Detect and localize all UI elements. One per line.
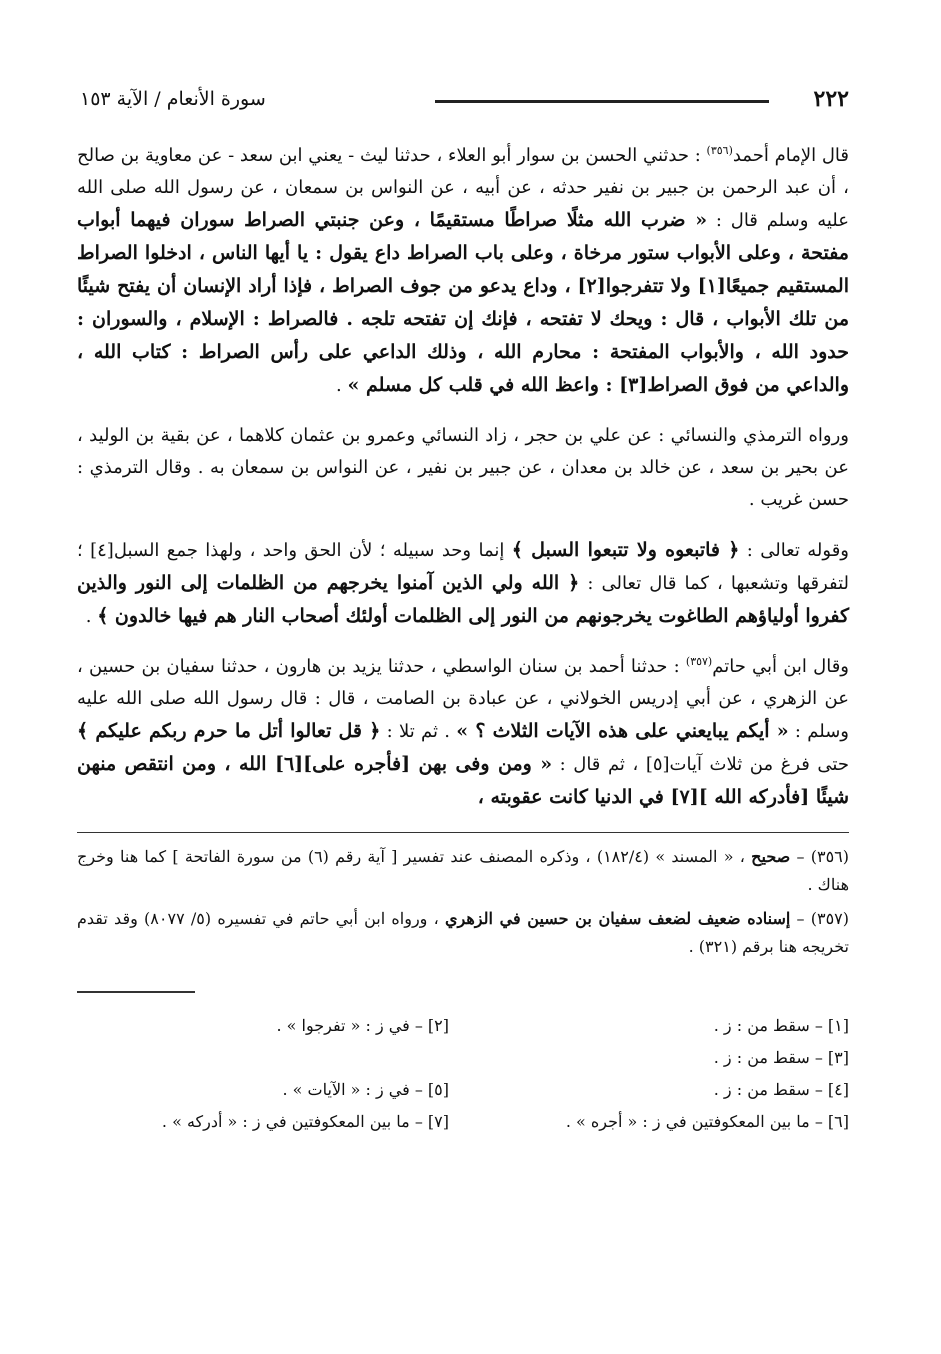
variant-note: [٤] – سقط من : ز . bbox=[713, 1080, 849, 1099]
quran-verse: ﴿ فاتبعوه ولا تتبعوا السبل ﴾ bbox=[511, 539, 740, 561]
paragraph-text: إنما وحد سبيله ؛ لأن الحق واحد ، ولهذا جمع السبل[٤] ؛ لتفرقها وتشعبها ، كما قال تعالى : bbox=[77, 540, 850, 594]
footnote-number: (٣٥٦) – bbox=[790, 847, 850, 866]
hadith-text: « ضرب الله مثلًا صراطًا مستقيمًا ، وعن جنبتي الصراط سوران فيهما أبواب مفتحة ، وعلى الأبواب ستور مرخاة ، وعلى باب الصراط داع يقول : يا أيها الناس ، ادخلوا الصراط المستقيم جميعًا[١] ولا تتفرجوا[٢] ، وداع يدعو من جوف الصراط ، فإذا أراد الإنسان أن يفتح شيئًا من تلك الأبواب ، قال : ويحك لا تفتحه ، فإنك إن تفتحه تلجه . فالصراط : الإسلام ، والسوران : حدود الله ، والأبواب المفتحة : محارم الله ، وذلك الداعي على رأس الصراط : كتاب الله ، والداعي من فوق الصراط[٣] : واعظ الله في قلب كل مسلم » bbox=[77, 209, 849, 396]
running-header bbox=[80, 86, 849, 118]
paragraph-text: . ثم تلا : bbox=[380, 721, 457, 742]
variant-note bbox=[89, 1043, 449, 1073]
footnote-marker: (٣٥٦) bbox=[706, 144, 733, 157]
footnote-357 bbox=[77, 905, 849, 961]
paragraph-text: ورواه الترمذي والنسائي : عن علي بن حجر ، زاد النسائي وعمرو بن عثمان كلاهما ، عن بقية بن الوليد ، عن بحير بن سعد ، عن خالد بن معدان ، عن جبير بن نفير ، عن النواس بن سمعان به . وقال الترمذي : حسن غريب . bbox=[77, 425, 849, 510]
footnote-grade: صحيح bbox=[751, 847, 791, 866]
paragraph-text: حتى فرغ من ثلاث آيات[٥] ، ثم قال : bbox=[552, 754, 849, 775]
variant-note: [٦] – ما بين المعكوفتين في ز : « أجره » . bbox=[565, 1112, 849, 1131]
running-title: سورة الأنعام / الآية ١٥٣ bbox=[80, 88, 266, 110]
quran-verse: ﴿ الله ولي الذين آمنوا يخرجهم من الظلمات إلى النور والذين كفروا أولياؤهم الطاغوت يخرجونهم من النور إلى الظلمات أولئك أصحاب النار هم فيها خالدون ﴾ bbox=[77, 572, 849, 627]
paragraph-text: : حدثنا أحمد بن سنان الواسطي ، حدثنا يزيد بن هارون ، حدثنا سفيان بن حسين ، عن الزهري ، عن أبي إدريس الخولاني ، عن عبادة بن الصامت ، قال : قال رسول الله صلى الله عليه وسلم : bbox=[77, 656, 849, 742]
variant-note: [٧] – ما بين المعكوفتين في ز : « أدركه » . bbox=[161, 1112, 449, 1131]
manuscript-variants bbox=[89, 1011, 849, 1137]
footnote-text: ، ورواه ابن أبي حاتم في تفسيره (٥/ ٨٠٧٧) وقد تقدم تخريجه هنا برقم (٣٢١) . bbox=[77, 909, 849, 956]
variant-note: [١] – سقط من : ز . bbox=[713, 1016, 849, 1035]
footnote-grade: إسناده ضعيف لضعف سفيان بن حسين في الزهري bbox=[444, 909, 791, 928]
variant-note: [٣] – سقط من : ز . bbox=[713, 1048, 849, 1067]
hadith-text: « أيكم يبايعني على هذه الآيات الثلاث ؟ » bbox=[456, 720, 789, 742]
footnote-text: ، « المسند » (١٨٢/٤) ، وذكره المصنف عند تفسير [ آية رقم (٦) من سورة الفاتحة ] كما هنا وخرج هناك . bbox=[77, 847, 849, 894]
header-rule bbox=[435, 100, 769, 103]
hadith-text: « ومن وفى بهن [فأجره على][٦] الله ، ومن انتقص منهن شيئًا [فأدركه الله ][٧] في الدنيا كانت عقوبته ، bbox=[77, 753, 849, 808]
quran-verse: ﴿ قل تعالوا أتل ما حرم ربكم عليكم ﴾ bbox=[77, 720, 381, 742]
footnote-marker: (٣٥٧) bbox=[685, 655, 713, 668]
variant-note: [٥] – في ز : « الآيات » . bbox=[282, 1080, 449, 1099]
page-body bbox=[77, 140, 849, 1137]
paragraph-text: قال الإمام أحمد bbox=[732, 145, 849, 166]
page-number: ٢٢٢ bbox=[813, 86, 849, 112]
footnote-356 bbox=[77, 843, 849, 899]
paragraph-text: وقال ابن أبي حاتم bbox=[712, 656, 849, 677]
paragraph-tirmidhi bbox=[77, 420, 849, 516]
paragraph-text: . bbox=[85, 606, 98, 627]
footnote-divider bbox=[77, 832, 849, 833]
paragraph-text: : حدثني الحسن بن سوار أبو العلاء ، حدثنا ليث - يعني ابن سعد - عن معاوية بن صالح ، أن عبد الرحمن بن جبير بن نفير حدثه ، عن أبيه ، عن النواس بن سمعان ، عن رسول الله صلى الله عليه وسلم قال : bbox=[77, 145, 849, 231]
paragraph-ibn-abi-hatim bbox=[77, 651, 849, 814]
paragraph-hadith-ahmad bbox=[77, 140, 849, 402]
footnote-number: (٣٥٧) – bbox=[790, 909, 850, 928]
variant-note: [٢] – في ز : « تفرجوا » . bbox=[276, 1016, 449, 1035]
paragraph-text: وقوله تعالى : bbox=[739, 540, 849, 561]
variants-divider bbox=[77, 991, 195, 993]
paragraph-text: . bbox=[336, 375, 348, 396]
paragraph-tafsir bbox=[77, 534, 849, 633]
